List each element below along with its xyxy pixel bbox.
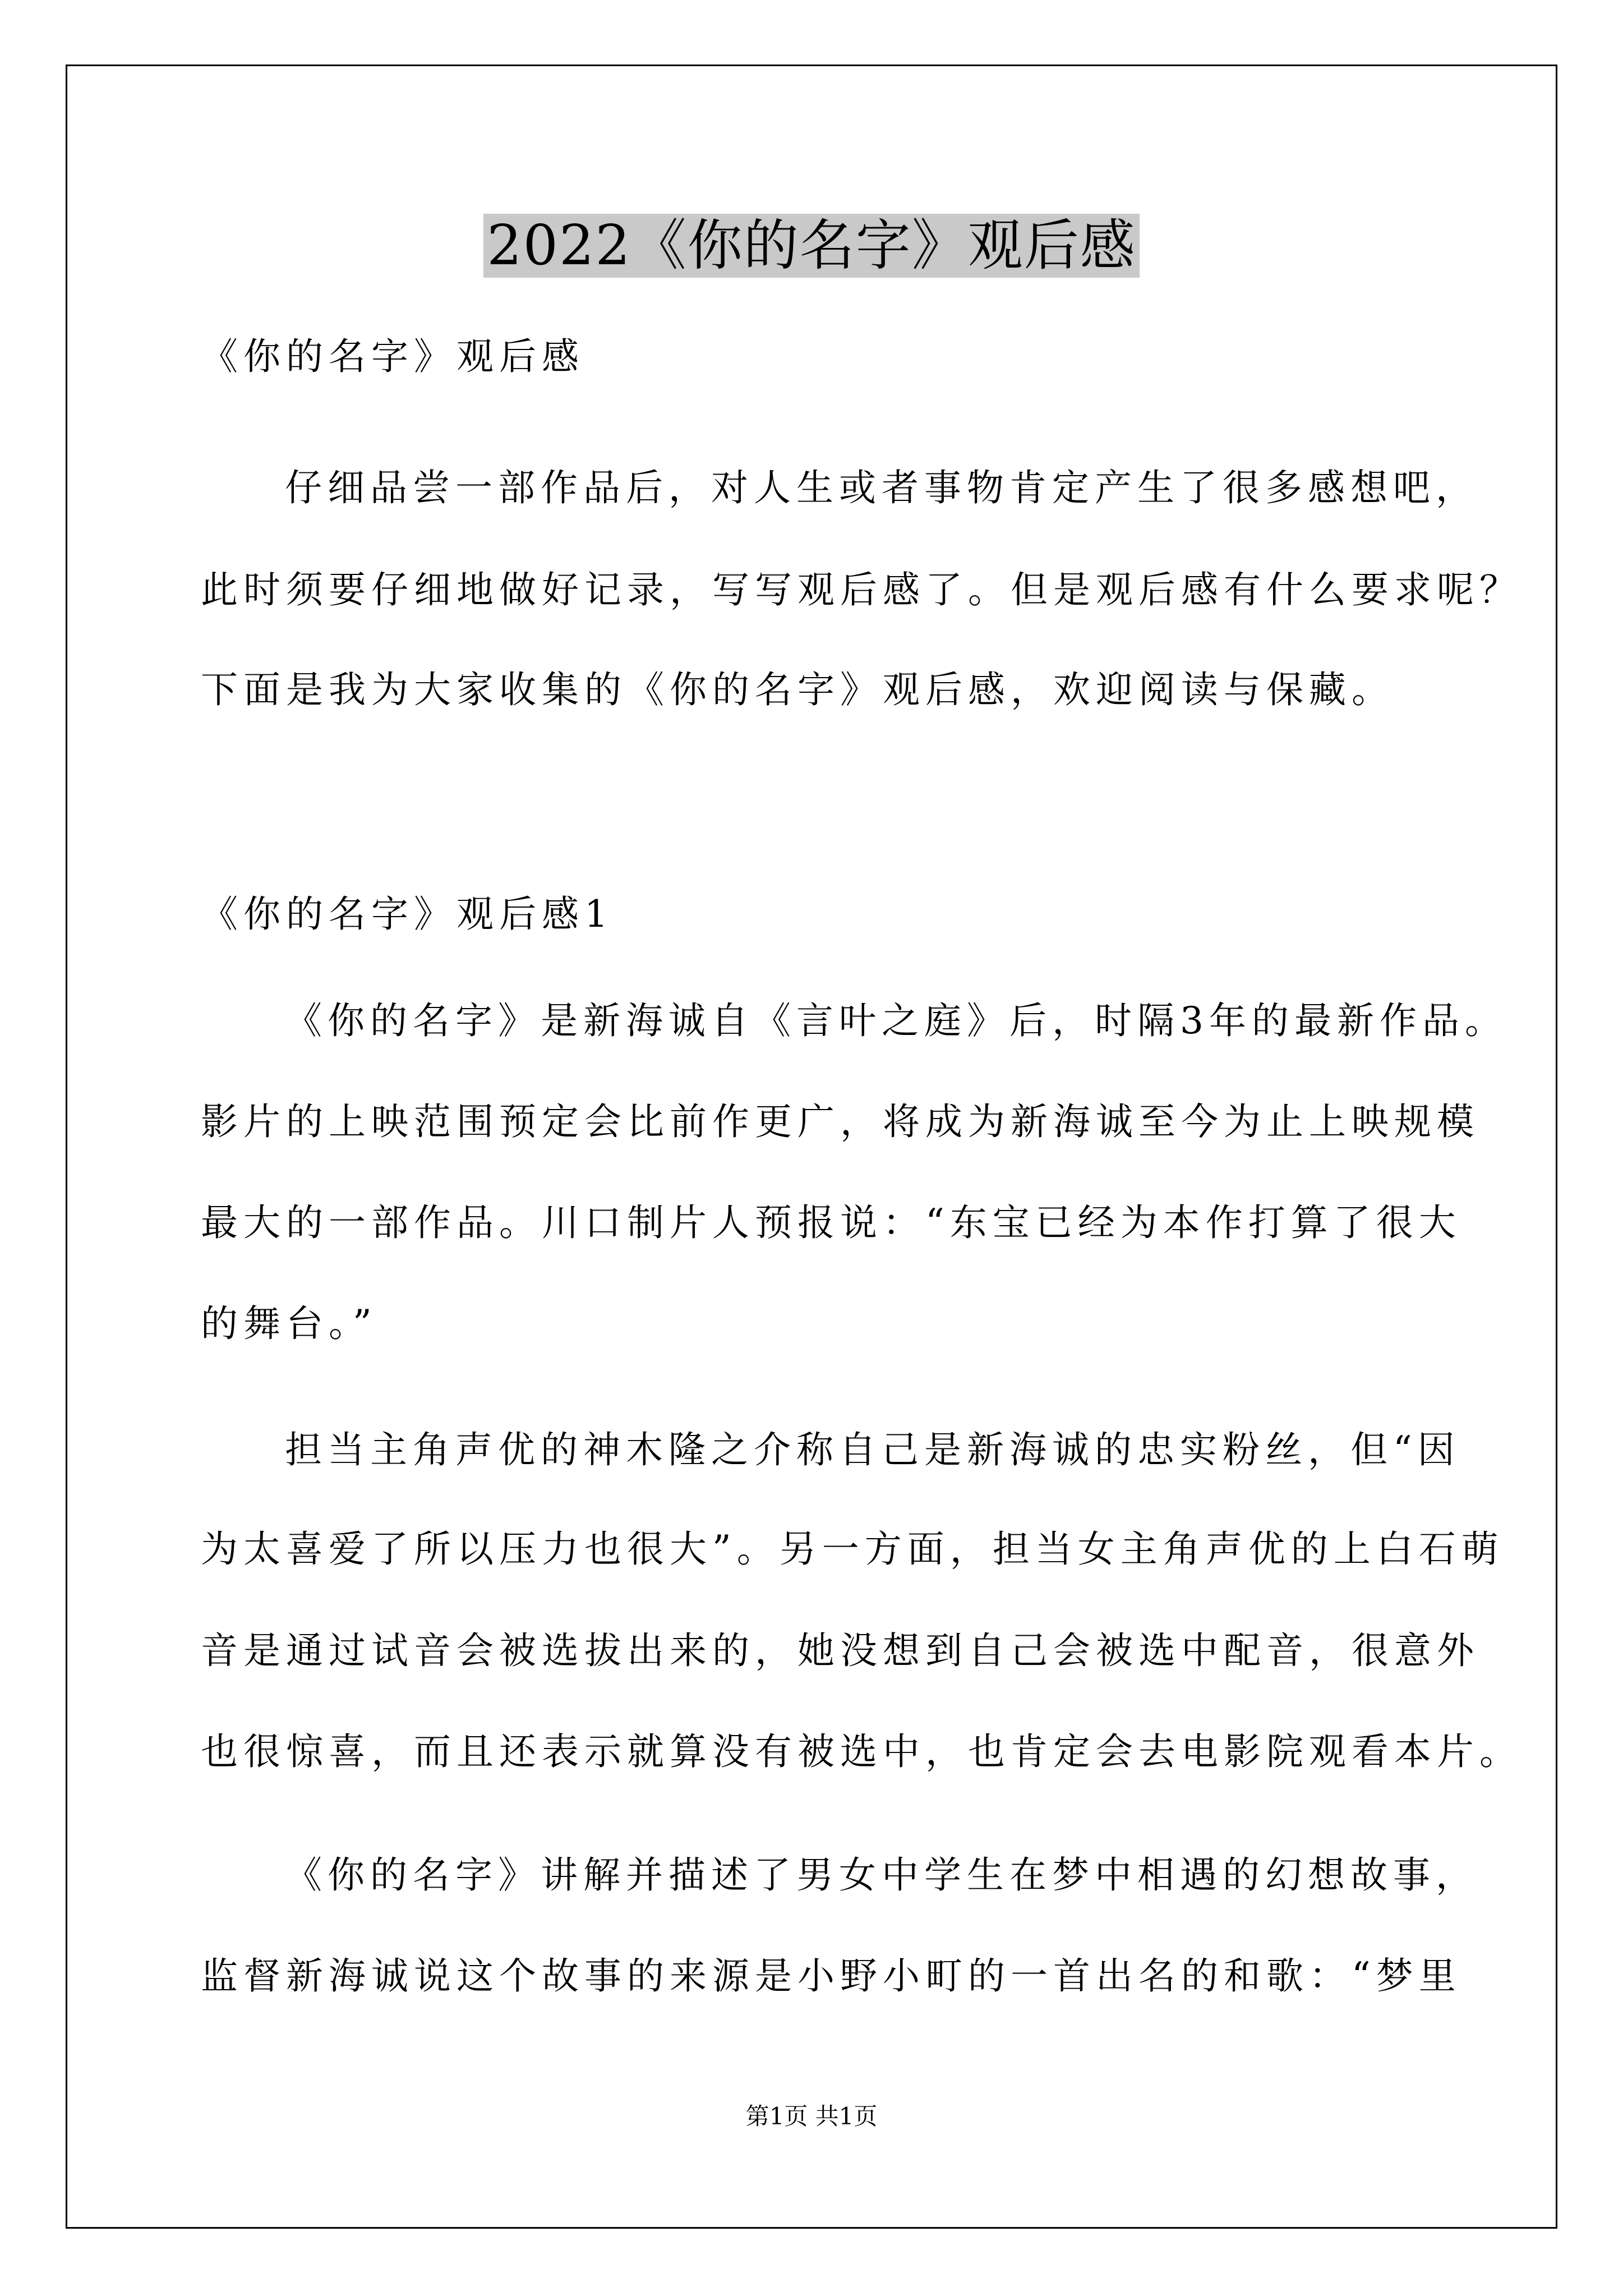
paragraph-line: 《你的名字》讲解并描述了男女中学生在梦中相遇的幻想故事，: [285, 1853, 1478, 1897]
intro-line: 下面是我为大家收集的《你的名字》观后感，欢迎阅读与保藏。: [201, 668, 1394, 711]
paragraph-line: 音是通过试音会被选拔出来的，她没想到自己会被选中配音，很意外: [201, 1629, 1479, 1672]
paragraph-line: 最大的一部作品。川口制片人预报说：“东宝已经为本作打算了很大: [201, 1201, 1461, 1244]
intro-line: 仔细品尝一部作品后，对人生或者事物肯定产生了很多感想吧，: [285, 466, 1478, 509]
paragraph-line: 影片的上映范围预定会比前作更广，将成为新海诚至今为止上映规模: [201, 1100, 1479, 1143]
document-title-text: 2022《你的名字》观后感: [483, 214, 1139, 278]
paragraph-line: 的舞台。”: [201, 1302, 377, 1345]
page-footer: 第1页 共1页: [745, 2102, 878, 2130]
paragraph-line: 担当主角声优的神木隆之介称自己是新海诚的忠实粉丝，但“因: [285, 1428, 1460, 1471]
intro-line: 此时须要仔细地做好记录，写写观后感了。但是观后感有什么要求呢？: [201, 568, 1522, 611]
paragraph-line: 监督新海诚说这个故事的来源是小野小町的一首出名的和歌：“梦里: [201, 1954, 1461, 1998]
paragraph-line: 也很惊喜，而且还表示就算没有被选中，也肯定会去电影院观看本片。: [201, 1730, 1522, 1773]
paragraph-line: 为太喜爱了所以压力也很大”。另一方面，担当女主角声优的上白石萌: [201, 1527, 1504, 1571]
section-heading: 《你的名字》观后感1: [201, 892, 614, 936]
subtitle: 《你的名字》观后感: [201, 335, 584, 378]
document-title: [0, 206, 1623, 285]
paragraph-line: 《你的名字》是新海诚自《言叶之庭》后，时隔3年的最新作品。: [285, 999, 1507, 1042]
